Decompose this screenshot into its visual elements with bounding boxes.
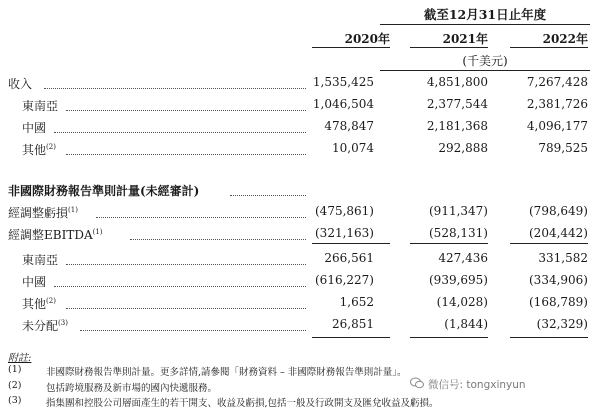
sea-ebitda-2021: 427,436 <box>438 251 488 265</box>
unit-rule <box>380 70 590 71</box>
leader-dots <box>80 330 306 331</box>
china-revenue-2020: 478,847 <box>324 119 374 133</box>
leader-dots <box>130 239 306 240</box>
notes-heading: 附註: <box>8 353 32 364</box>
revenue-2021: 4,851,800 <box>426 75 488 89</box>
row-label-sea: 東南亞 <box>22 99 59 113</box>
note-number: (1) <box>8 364 22 375</box>
year-rule-2020 <box>312 47 390 48</box>
china-ebitda-2020: (616,227) <box>315 273 374 287</box>
row-label-sea-ebitda: 東南亞 <box>22 253 59 267</box>
bottom-rule-2021 <box>410 337 488 338</box>
unallocated-2020: 26,851 <box>332 317 374 331</box>
watermark-text: 微信号: tongxinyun <box>428 379 526 391</box>
sea-ebitda-2020: 266,561 <box>324 251 374 265</box>
adjusted-ebitda-2022: (204,442) <box>529 226 588 240</box>
year-2022-header: 2022年 <box>542 32 588 46</box>
bottom-rule-2022 <box>510 337 588 338</box>
other-revenue-2021: 292,888 <box>438 141 488 155</box>
note-text: 包括跨境服務及新市場的國內快遞服務。 <box>46 383 218 394</box>
other-ebitda-2020: 1,652 <box>339 295 374 309</box>
row-label-adjusted-loss: 經調整虧損$^{(1)}$ <box>8 206 78 220</box>
ebitda-rule-2022 <box>510 243 588 244</box>
row-label-china: 中國 <box>22 121 47 135</box>
leader-dots <box>66 154 306 155</box>
other-ebitda-2021: (14,028) <box>436 295 488 309</box>
china-revenue-2021: 2,181,368 <box>426 119 488 133</box>
leader-dots <box>66 308 306 309</box>
row-label-unallocated: 未分配$^{(3)}$ <box>22 319 68 333</box>
other-revenue-2022: 789,525 <box>538 141 588 155</box>
row-label-china-ebitda: 中國 <box>22 275 47 289</box>
row-label-adjusted-ebitda: 經調整EBITDA$^{(1)}$ <box>8 228 103 242</box>
leader-dots <box>96 217 306 218</box>
sea-revenue-2021: 2,377,544 <box>426 97 488 111</box>
ebitda-rule-2021 <box>410 243 488 244</box>
revenue-2022: 7,267,428 <box>526 75 588 89</box>
bottom-rule-2020 <box>312 337 390 338</box>
china-revenue-2022: 4,096,177 <box>526 119 588 133</box>
unallocated-2022: (32,329) <box>536 317 588 331</box>
sea-ebitda-2022: 331,582 <box>538 251 588 265</box>
note-text: 非國際財務報告準則計量。更多詳情,請參閱「財務資料 – 非國際財務報告準則計量」。 <box>46 367 407 378</box>
year-rule-2021 <box>410 47 488 48</box>
other-ebitda-2022: (168,789) <box>529 295 588 309</box>
other-revenue-2020: 10,074 <box>332 141 374 155</box>
wechat-icon <box>410 377 424 389</box>
leader-dots <box>44 88 306 89</box>
section-title: 非國際財務報告準則計量(未經審計) <box>8 184 200 198</box>
year-2021-header: 2021年 <box>442 32 488 46</box>
leader-dots <box>230 195 306 196</box>
unit-label: (千美元) <box>462 54 508 68</box>
adjusted-loss-2022: (798,649) <box>529 204 588 218</box>
leader-dots <box>54 132 306 133</box>
year-rule-2022 <box>510 47 588 48</box>
note-text: 指集團和控股公司層面產生的若干開支、收益及虧損,包括一般及行政開支及匯兌收益及虧損。 <box>46 398 439 409</box>
sea-revenue-2020: 1,046,504 <box>312 97 374 111</box>
adjusted-loss-2021: (911,347) <box>429 204 488 218</box>
revenue-2020: 1,535,425 <box>312 75 374 89</box>
leader-dots <box>54 286 306 287</box>
sea-revenue-2022: 2,381,726 <box>526 97 588 111</box>
note-number: (2) <box>8 380 22 391</box>
year-2020-header: 2020年 <box>344 32 390 46</box>
adjusted-loss-2020: (475,861) <box>315 204 374 218</box>
unallocated-2021: (1,844) <box>444 317 488 331</box>
row-label-other-ebitda: 其他$^{(2)}$ <box>22 297 56 311</box>
leader-dots <box>66 110 306 111</box>
china-ebitda-2022: (334,906) <box>529 273 588 287</box>
row-label-other: 其他$^{(2)}$ <box>22 143 56 157</box>
row-label-revenue: 收入 <box>8 77 33 91</box>
ebitda-rule-2020 <box>312 243 390 244</box>
china-ebitda-2021: (939,695) <box>429 273 488 287</box>
period-header: 截至12月31日止年度 <box>423 7 547 22</box>
note-number: (3) <box>8 395 22 406</box>
header-rule <box>380 24 590 25</box>
adjusted-ebitda-2021: (528,131) <box>429 226 488 240</box>
leader-dots <box>66 264 306 265</box>
adjusted-ebitda-2020: (321,163) <box>315 226 374 240</box>
